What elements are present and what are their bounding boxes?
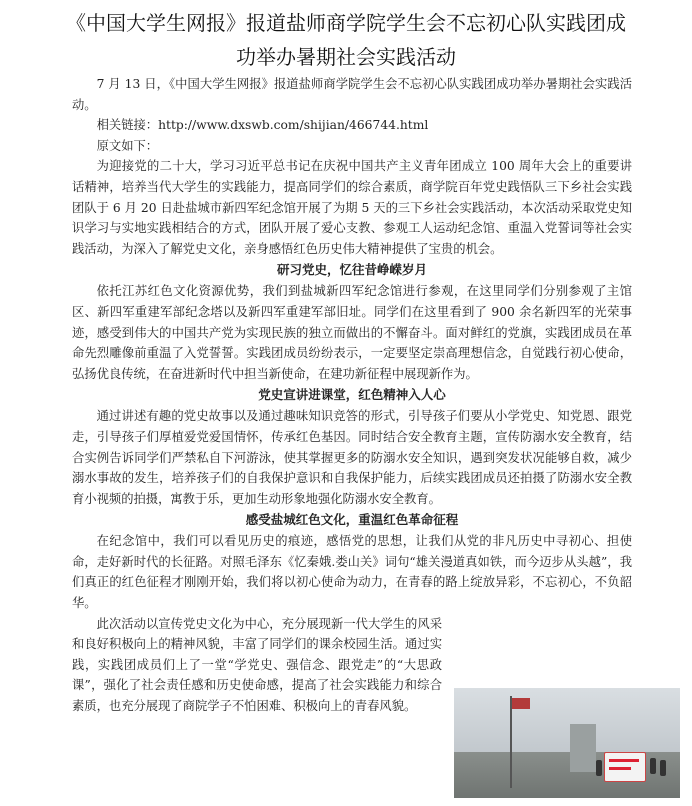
paragraph-1: 为迎接党的二十大，学习习近平总书记在庆祝中国共产主义青年团成立 100 周年大会上的重要讲话精神，培养当代大学生的实践能力，提高同学们的综合素质，商学院百年党史践悟队三下乡社会实践团队于 6 月 20 日赴盐城市新四军纪念馆开展了为期 5 天的三下乡社会实践活动，本次活动采取党史知识学习与实地实践相结合的方式，团队开展了爱心支教、参观工人运动纪念馆、重温入党誓词等社会实践活动，为深入了解党史文化，亲身感悟红色历史伟大精神提供了宝贵的机会。: [72, 159, 632, 256]
title-line-1: 《中国大学生网报》报道盐师商学院学生会不忘初心队实践团成: [66, 11, 626, 35]
banner-stripe: [609, 759, 639, 762]
flag-icon: [512, 698, 530, 709]
related-link[interactable]: 相关链接：http://www.dxswb.com/shijian/466744.html: [96, 118, 429, 133]
activity-photo: [454, 688, 680, 798]
photo-ground: [454, 752, 680, 798]
original-label: 原文如下：: [96, 138, 159, 153]
section-heading-3: 感受盐城红色文化，重温红色革命征程: [245, 512, 459, 528]
section-heading-1: 研习党史，忆往昔峥嵘岁月: [276, 262, 427, 278]
person-figure: [596, 760, 602, 776]
intro-paragraph: 7 月 13 日，《中国大学生网报》报道盐师商学院学生会不忘初心队实践团成功举办暑期社会实践活动。: [72, 77, 632, 112]
paragraph-2: 依托江苏红色文化资源优势，我们到盐城新四军纪念馆进行参观，在这里同学们分别参观了主馆区、新四军重建军部纪念塔以及新四军重建军部旧址。同学们在这里看到了 900 余名新四军的光荣事迹，感受到伟大的中国共产党为实现民族的独立而做出的不懈奋斗。面对鲜红的党旗，实践团成员在革命先烈雕像前重温了入党誓誓。实践团成员纷纷表示，一定要坚定崇高理想信念，自觉践行初心使命，弘扬优良传统，在奋进新时代中担当新使命，在建功新征程中展现新作为。: [72, 284, 632, 381]
person-figure: [650, 758, 656, 774]
section-heading-2: 党史宣讲进课堂，红色精神入人心: [258, 387, 446, 403]
title-line-2: 功举办暑期社会实践活动: [236, 45, 456, 69]
monument: [570, 724, 596, 772]
paragraph-3: 通过讲述有趣的党史故事以及通过趣味知识竞答的形式，引导孩子们要从小学党史、知党恩、跟党走，引导孩子们厚植爱党爱国情怀，传承红色基因。同时结合安全教育主题，宣传防溺水安全教育，结合实例告诉同学们严禁私自下河游泳，使其掌握更多的防溺水安全知识，遇到突发状况能够自救，减少溺水事故的发生，培养孩子们的自我保护意识和自我保护能力，后续实践团成员还拍摄了防溺水安全教育小视频的拍摄，寓教于乐，更加生动形象地强化防溺水安全教育。: [72, 409, 632, 506]
document-title: [40, 6, 652, 74]
paragraph-5: 此次活动以宣传党史文化为中心，充分展现新一代大学生的风采和良好积极向上的精神风貌，丰富了同学们的课余校园生活。通过实践，实践团成员们上了一堂“学党史、强信念、跟党走”的“大思政课”，强化了社会责任感和历史使命感，提高了社会实践能力和综合素质，也充分展现了商院学子不怕困难、积极向上的青春风貌。: [72, 616, 442, 714]
person-figure: [660, 760, 666, 776]
banner-stripe: [609, 767, 631, 770]
paragraph-4: 在纪念馆中，我们可以看见历史的痕迹，感悟党的思想，让我们从党的非凡历史中寻初心、担使命，走好新时代的长征路。对照毛泽东《忆秦娥.娄山关》词句“雄关漫道真如铁，而今迈步从头越”，我们真正的红色征程才刚刚开始，我们将以初心使命为动力，在青春的路上绽放异彩，不忘初心，不负韶华。: [72, 534, 632, 611]
flag-pole: [510, 696, 512, 788]
team-banner: [604, 752, 646, 782]
document-body: [72, 74, 632, 717]
photo-sky: [454, 688, 680, 752]
